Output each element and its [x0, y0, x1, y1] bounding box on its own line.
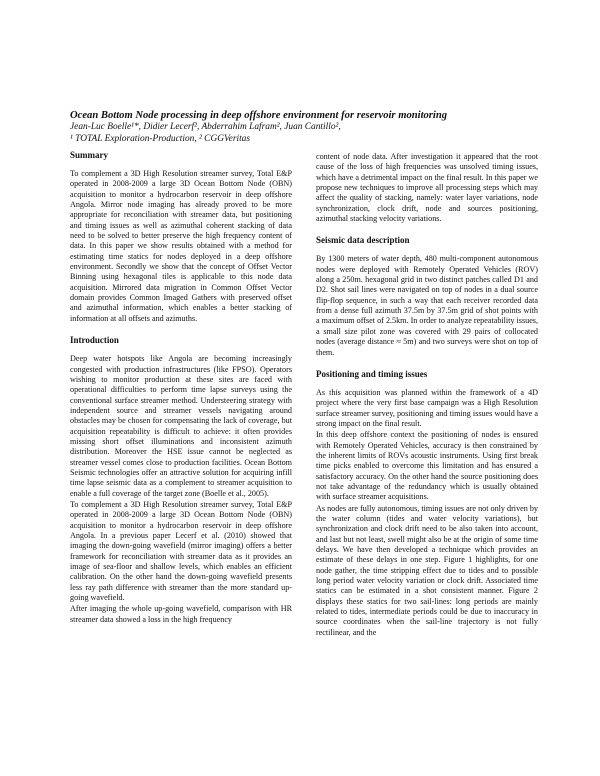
paper-header	[70, 109, 540, 145]
positioning-heading: Positioning and timing issues	[316, 368, 428, 379]
introduction-heading: Introduction	[70, 335, 119, 346]
intro-paragraph-2: To complement a 3D High Resolution streamer survey, Total E&P operated in 2008-2009 a large 3D Ocean Bottom Node (OBN) acquisition to monitor a hydrocarbon reservoir in deep offshore Angola. In a previous paper Lecerf et al. (2010) showed that imaging the down-going wavefield (mirror imaging) offers a better framework for reconciliation with streamer data as it provides an image of sea-floor and shallow levels, which enables an efficient calibration. On the other hand the down-going wavefield presents less ray path difference with streamer than the more standard up-going wavefield.	[70, 499, 292, 603]
paper-title: Ocean Bottom Node processing in deep offshore environment for reservoir monitoring	[70, 110, 448, 121]
right-column	[316, 152, 538, 639]
seismic-paragraph: By 1300 meters of water depth, 480 multi-component autonomous nodes were deployed with Remotely Operated Vehicles (ROV) along a 250m. hexagonal grid in two distinct patches called D1 and D2. Shot sail lines were navigated on top of nodes in a dual source flip-flop sequence, in such a way that each receiver recorded data from a dense full azimuth 37.5m by 37.5m grid of shot points with a maximum offset of 2.5km. In order to analyze repeatability issues, a small size pilot zone was covered with 29 pairs of collocated nodes (average distance ≈ 5m) and two surveys were shot on top of them.	[316, 254, 538, 357]
paper-affiliations: ¹ TOTAL Exploration-Production, ² CGGVeritas	[70, 133, 251, 144]
paper-authors: Jean-Luc Boelle¹*, Didier Lecerf², Abderrahim Lafram², Juan Cantillo²,	[70, 122, 341, 132]
seismic-data-heading: Seismic data description	[316, 235, 410, 246]
intro-paragraph-3: After imaging the whole up-going wavefield, comparison with HR streamer data showed a loss in the high frequency	[70, 604, 292, 624]
continued-paragraph: content of node data. After investigation it appeared that the root cause of the loss of high frequencies was unsolved timing issues, which have a detrimental impact on the final result. In this paper we propose new techniques to improve all processing steps which may affect the quality of stacking, namely: water layer variations, node synchronization, clock drift, node and sources positioning, azimuthal stacking velocity variations.	[316, 152, 538, 224]
positioning-paragraph-3: As nodes are fully autonomous, timing issues are not only driven by the water column (tides and water velocity variations), but synchronization and clock drift need to be also taken into account, and last but not least, swell might also be at the origin of some time delays. We have then developed a technique which provides an estimate of these delays in one step. Figure 1 highlights, for one node gather, the time stripping effect due to tides and to possible long period water velocity variation or clock drift. Associated time statics can be estimated in a shot consistent manner. Figure 2 displays these statics for two sail-lines: long periods are mainly related to tides, intermediate periods could be due to inaccuracy in source coordinates when the sail-line trajectory is not fully rectilinear, and the	[316, 503, 538, 637]
summary-heading: Summary	[70, 150, 108, 160]
left-column	[70, 150, 292, 626]
intro-paragraph-1: Deep water hotspots like Angola are becoming increasingly congested with production infrastructures (like FPSO). Operators wishing to monitor production at these sites are faced with operational difficulties to perform time lapse surveys using the conventional surface streamer method. Understeering strategy with independent source and streamer vessels navigating around obstacles may be chosen for compensating the lack of coverage, but acquisition repeatability is difficult to achieve: it often provides missing short offset illuminations and inconsistent azimuth distribution. Moreover the HSE issue cannot be neglected as streamer vessel comes close to production facilities. Ocean Bottom Seismic technologies offer an attractive solution for acquiring infill time lapse seismic data as a complement to streamer acquisition to enable a full coverage of the target zone (Boelle et al., 2005).	[70, 354, 292, 498]
positioning-paragraph-2: In this deep offshore context the positioning of nodes is ensured with Remotely Operated Vehicles, accuracy is then constrained by the inherent limits of ROVs acoustic instruments. Using first break time picks enabled to overcome this limitation and has ensured a satisfactory accuracy. On the other hand the source positioning does not take advantage of the redundancy which is usually obtained with surface streamer acquisitions.	[316, 430, 538, 502]
positioning-paragraph-1: As this acquisition was planned within the framework of a 4D project where the very first base campaign was a High Resolution surface streamer survey, positioning and timing issues would have a strong impact on the final result.	[316, 387, 538, 428]
summary-paragraph: To complement a 3D High Resolution streamer survey, Total E&P operated in 2008-2009 a large 3D Ocean Bottom Node (OBN) acquisition to monitor a hydrocarbon reservoir in deep offshore Angola. Mirror node imaging has already proved to be more appropriate for reconciliation with streamer data, but positioning and timing issues as well as azimuthal coherent stacking of data need to be solved to better preserve the high frequency content of data. In this paper we show results obtained with a method for estimating time statics for nodes deployed in a deep offshore environment. Secondly we show that the concept of Offset Vector Binning using hexagonal tiles is applicable to this node data acquisition. Mirrored data migration in Common Offset Vector domain provides Common Imaged Gathers with preserved offset and azimuthal information, which enables a better stacking of information at all offsets and azimuths.	[70, 169, 292, 323]
